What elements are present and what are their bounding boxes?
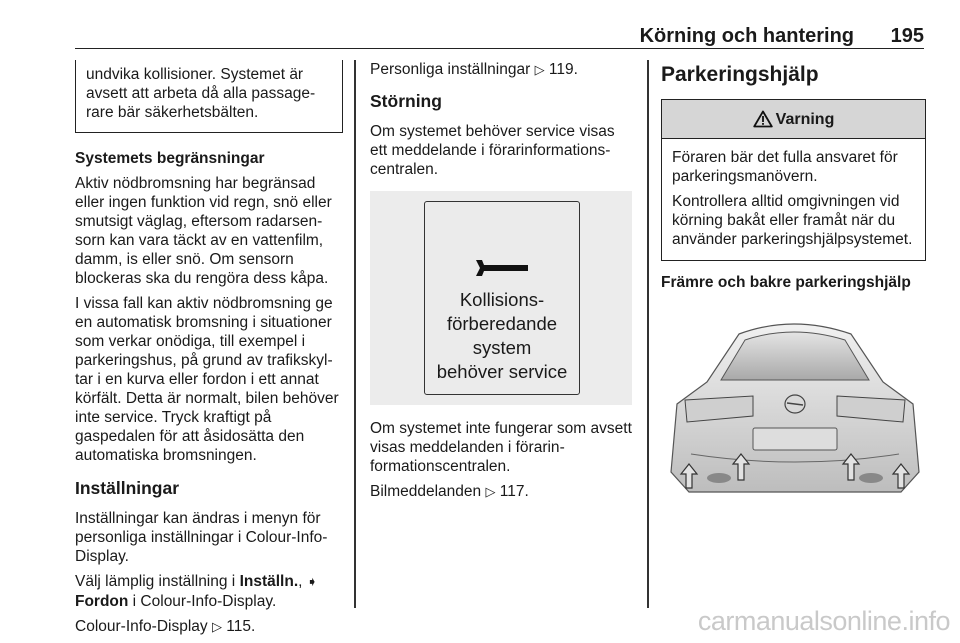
xref-icon: ▷ bbox=[485, 485, 496, 500]
parking-heading: Parkeringshjälp bbox=[661, 63, 819, 86]
page-number: 195 bbox=[890, 25, 924, 47]
column-divider bbox=[647, 60, 649, 608]
box-text: undvika kollisioner. Systemet är avsett att arbeta då alla passagerare bär säkerhetsbälten. bbox=[86, 66, 316, 121]
parking-subheading: Främre och bakre parkeringshjälp bbox=[661, 274, 911, 291]
watermark: carmanualsonline.info bbox=[697, 606, 950, 636]
license-plate-recess bbox=[753, 428, 837, 450]
page-header bbox=[75, 24, 924, 49]
paragraph-braking: I vissa fall kan aktiv nödbromsning ge en automatisk bromsning i situationer som verkar onödiga, till exempel i parkeringshus, på grund av trafikskyltar i en kurva eller fordon i ett annat körfält. Detta är normalt, bilen behöver inte service. Tryck kraftigt på gaspedalen för att åsidosätta den automatiska bromsningen. bbox=[75, 295, 339, 464]
warning-title: Varning bbox=[775, 110, 835, 128]
reference-messages[interactable]: Bilmeddelanden ▷ 117. bbox=[370, 483, 529, 500]
warning-box bbox=[661, 99, 926, 261]
display-message-box bbox=[424, 201, 580, 395]
warning-text-2: Kontrollera alltid omgivningen vid körning bakåt eller framåt när du använder parkeringshjälpsystemet. bbox=[672, 193, 913, 248]
exhaust-right bbox=[859, 473, 883, 483]
xref-icon: ▷ bbox=[534, 63, 545, 78]
fault-text: Om systemet behöver service visas ett meddelande i förarinformationscentralen. bbox=[370, 123, 615, 178]
settings-text: Inställningar kan ändras i menyn för personliga inställningar i Colour-Info-Display. bbox=[75, 510, 328, 565]
car-rear-sensors-illustration bbox=[661, 304, 926, 512]
service-message-illustration bbox=[370, 191, 632, 405]
column-divider bbox=[354, 60, 356, 608]
message-text: Kollisions- förberedande system behöver service bbox=[436, 289, 568, 382]
choose-setting: Välj lämplig inställning i Inställn., ➧ Fordon i Colour-Info-Display. bbox=[75, 573, 318, 610]
menu-vehicle: Fordon bbox=[75, 593, 129, 610]
limits-text: Aktiv nödbromsning har begränsad eller ingen funktion vid regn, snö eller smutsigt väglag, eftersom radarsensorn kan vara täckt av en vattenfilm, damm, is eller snö. Om sensorn blockeras ska du rengöra dess kåpa. bbox=[75, 175, 332, 287]
reference-personal[interactable]: Personliga inställningar ▷ 119. bbox=[370, 61, 578, 78]
warning-text-1: Föraren bär det fulla ansvaret för parkeringsmanövern. bbox=[672, 149, 898, 185]
menu-settings: Inställn. bbox=[239, 573, 299, 590]
continued-box bbox=[75, 60, 343, 133]
wrench-icon bbox=[472, 254, 532, 282]
xref-icon: ▷ bbox=[211, 620, 222, 635]
exhaust-left bbox=[707, 473, 731, 483]
warning-triangle-icon bbox=[753, 110, 773, 128]
column-right bbox=[661, 60, 926, 517]
chapter-title: Körning och hantering bbox=[639, 25, 854, 47]
fault-heading: Störning bbox=[370, 91, 442, 111]
column-middle bbox=[370, 60, 632, 508]
after-text: Om systemet inte fungerar som avsett visas meddelanden i förarinformationscentralen. bbox=[370, 420, 632, 475]
settings-heading: Inställningar bbox=[75, 478, 180, 498]
limits-heading: Systemets begränsningar bbox=[75, 150, 265, 167]
warning-body bbox=[662, 139, 925, 260]
column-left bbox=[75, 60, 343, 643]
reference-display[interactable]: Colour-Info-Display ▷ 115. bbox=[75, 618, 256, 635]
warning-header bbox=[662, 100, 925, 139]
arrow-icon: ➧ bbox=[306, 575, 318, 590]
